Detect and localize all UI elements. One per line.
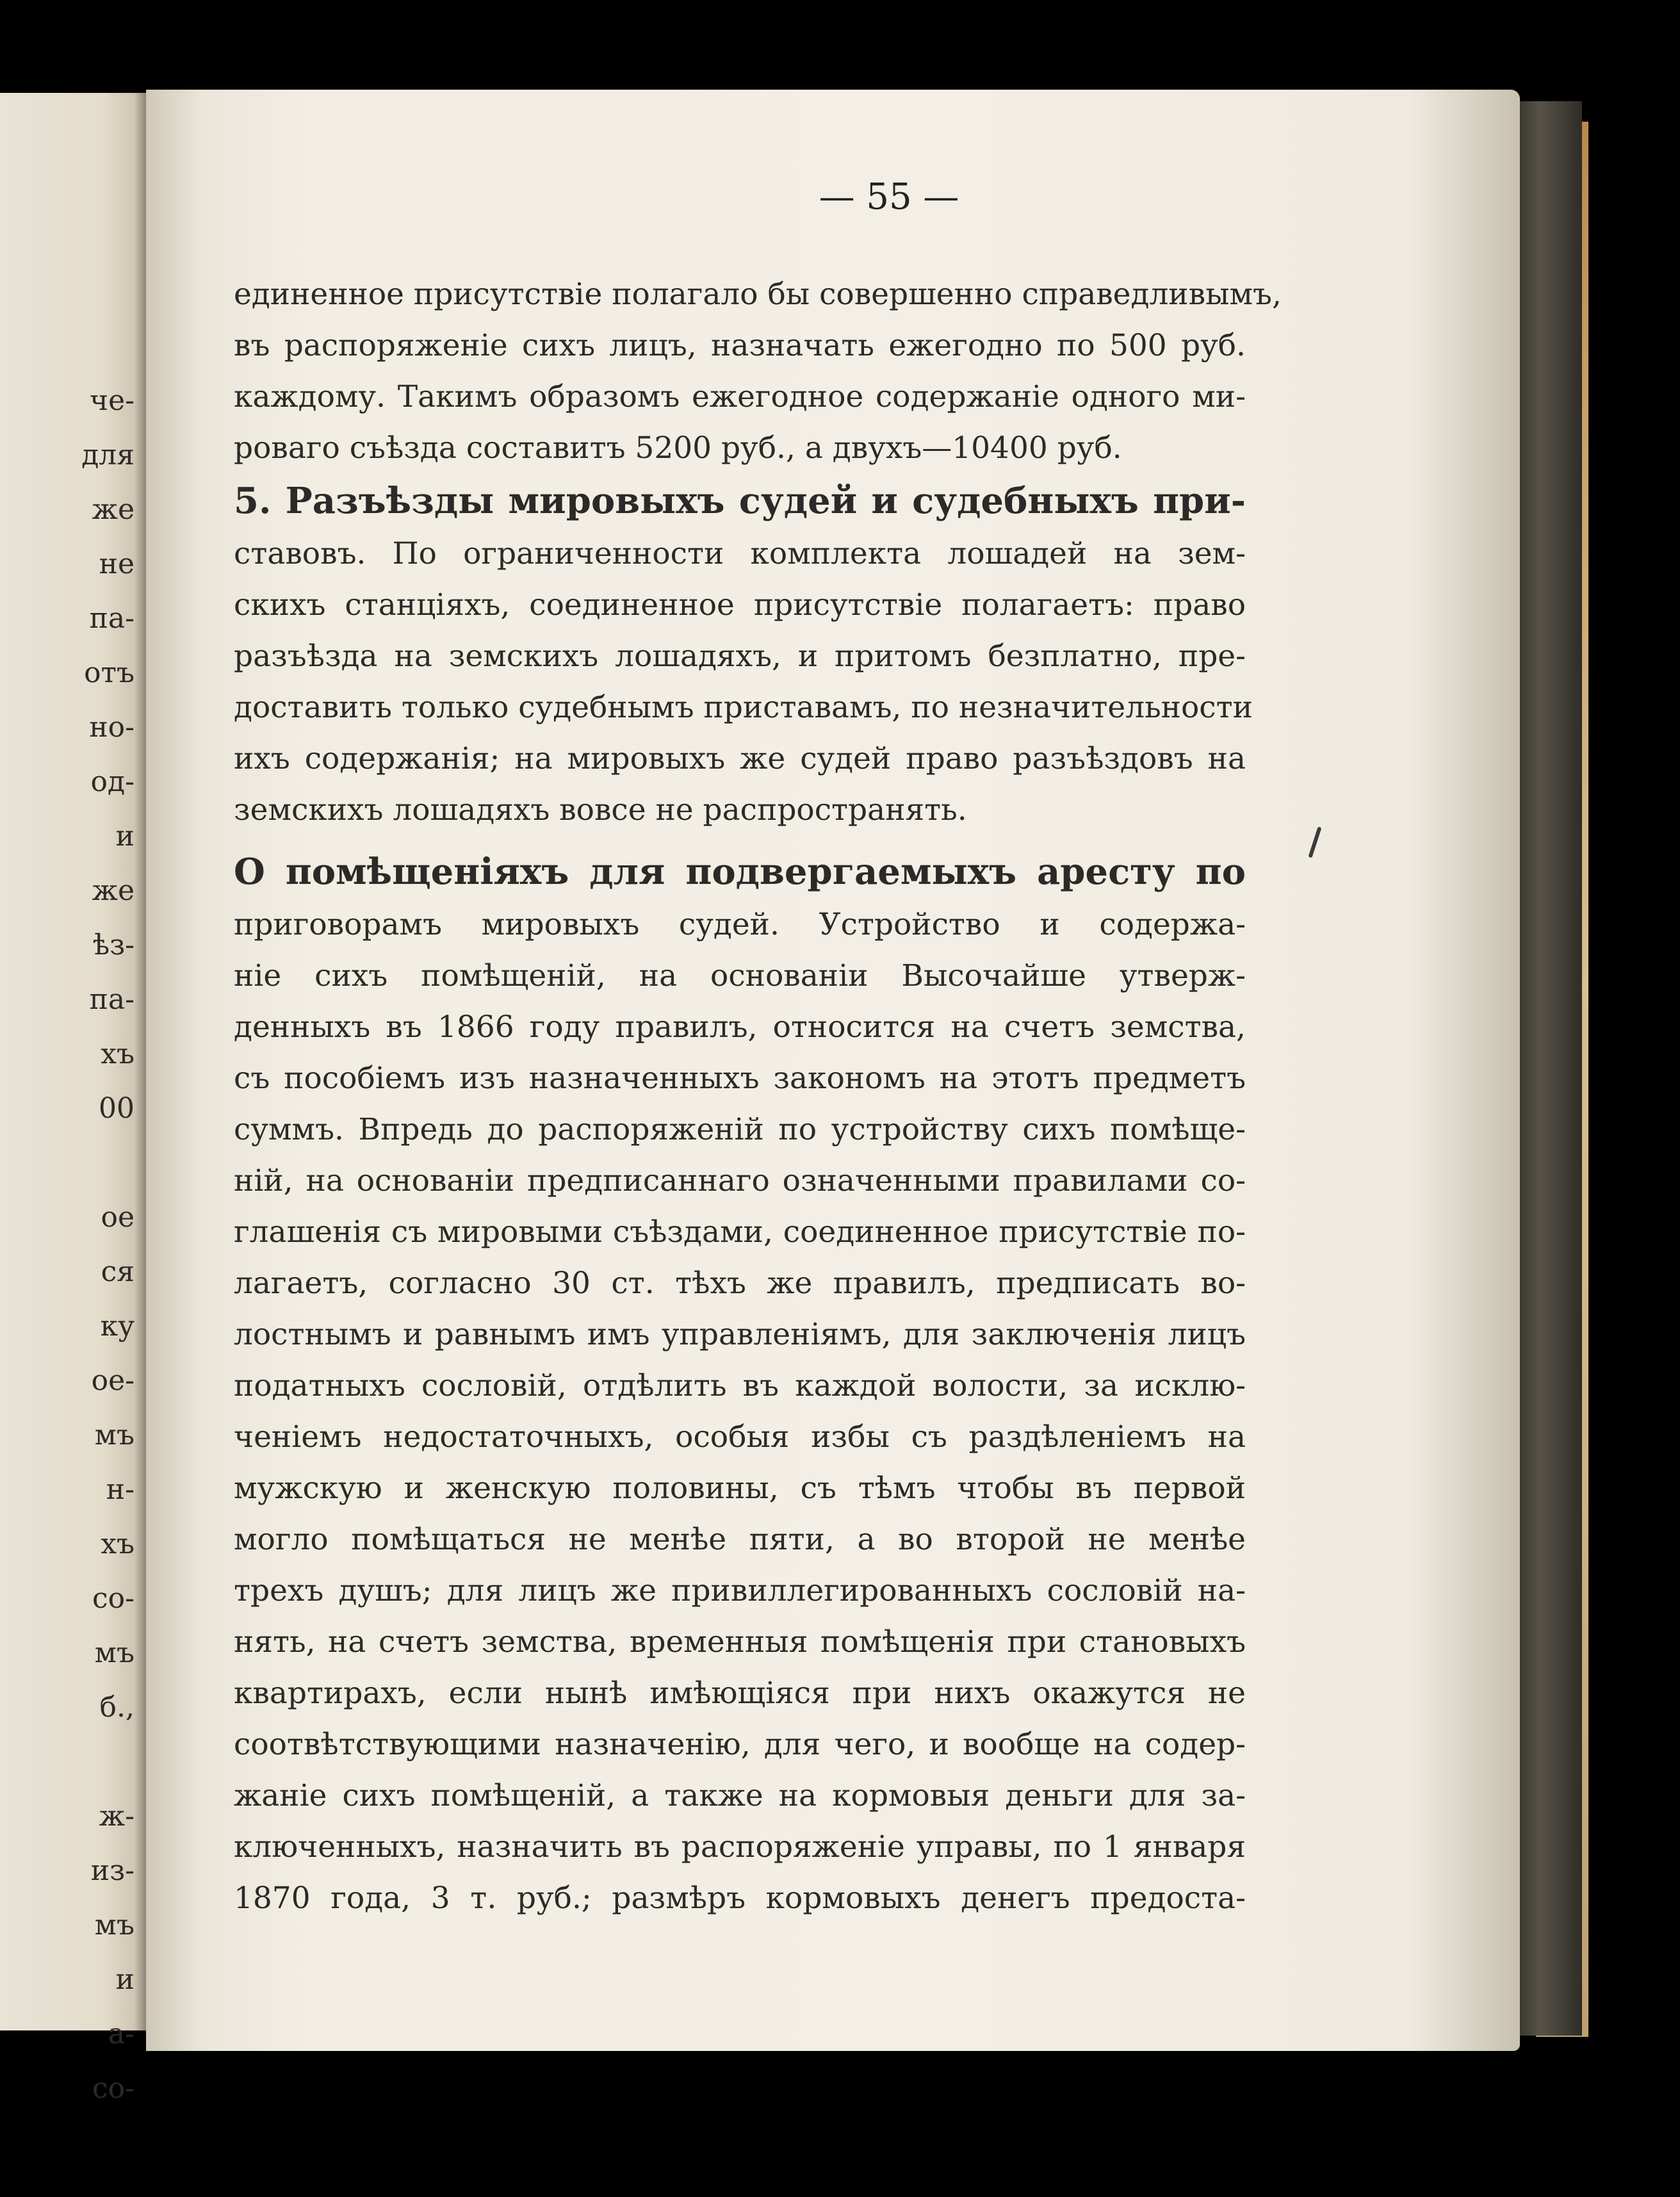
text-line: земскихъ лошадяхъ вовсе не распространять. [234,792,967,828]
left-fragment: ся [101,1255,135,1288]
text-line: квартирахъ, если нынѣ имѣющіяся при нихъ окажутся не [234,1676,1246,1711]
left-fragment: б., [99,1691,135,1724]
text-line: скихъ станціяхъ, соединенное присутствіе полагаетъ: право [234,587,1246,623]
left-fragment: для [81,439,135,471]
pencil-mark [1308,826,1321,858]
text-line: разъѣзда на земскихъ лошадяхъ, и притомъ безплатно, пре- [234,639,1246,674]
left-fragment: ж- [99,1800,135,1833]
text-line: ихъ содержанія; на мировыхъ же судей право разъѣздовъ на [234,741,1246,776]
left-fragment: же [92,874,135,907]
text-line: лагаетъ, согласно 30 ст. тѣхъ же правилъ, предписать во- [234,1266,1246,1301]
text-line: глашенія съ мировыми съѣздами, соединенное присутствіе по- [234,1214,1246,1250]
text-line: съ пособіемъ изъ назначенныхъ закономъ на этотъ предметъ [234,1061,1246,1096]
text-line: суммъ. Впредь до распоряженій по устройству сихъ помѣще- [234,1112,1246,1147]
text-line: роваго съѣзда составитъ 5200 руб., а двухъ—10400 руб. [234,430,1122,466]
text-line: приговорамъ мировыхъ судей. Устройство и содержа- [234,907,1246,942]
left-fragment: со- [92,2072,135,2105]
left-fragment: хъ [101,1528,135,1560]
text-line: соотвѣтствующими назначенію, для чего, и вообще на содер- [234,1727,1246,1762]
page-body-text [234,269,1282,1924]
book-cover-edge [1512,101,1582,2036]
left-fragment: хъ [101,1038,135,1070]
text-line: ніе сихъ помѣщеній, на основаніи Высочайше утверж- [234,958,1246,993]
left-fragment: ое- [91,1364,135,1397]
left-fragment: ое [101,1201,135,1234]
text-line: податныхъ сословій, отдѣлить въ каждой волости, за исклю- [234,1368,1246,1403]
text-line: ній, на основаніи предписаннаго означенными правилами со- [234,1163,1246,1198]
left-fragment: мъ [94,1419,135,1451]
left-fragment: и [115,820,135,853]
text-line: нять, на счетъ земства, временныя помѣщенія при становыхъ [234,1624,1246,1660]
left-fragment: мъ [94,1909,135,1941]
left-fragment: мъ [94,1637,135,1669]
left-page [0,93,146,2105]
left-fragment: ку [100,1310,135,1343]
left-fragment: не [99,548,135,580]
text-line: лостнымъ и равнымъ имъ управленіямъ, для заключенія лицъ [234,1317,1246,1352]
left-fragment: отъ [84,657,135,689]
section-heading-line: 5. Разъѣзды мировыхъ судей и судебныхъ при- [234,480,1246,522]
left-fragment: па- [89,602,135,635]
text-line: 1870 года, 3 т. руб.; размѣръ кормовыхъ денегъ предоста- [234,1881,1246,1916]
text-line: каждому. Такимъ образомъ ежегодное содержаніе одного ми- [234,379,1246,414]
text-line: доставить только судебнымъ приставамъ, по незначительности [234,690,1253,725]
text-line: трехъ душъ; для лицъ же привиллегированныхъ сословій на- [234,1573,1246,1608]
left-fragment: од- [90,765,135,798]
left-fragment: ѣз- [92,929,135,961]
left-fragment: н- [106,1473,135,1506]
text-line: въ распоряженіе сихъ лицъ, назначать ежегодно по 500 руб. [234,328,1246,363]
text-line: могло помѣщаться не менѣе пяти, а во второй не менѣе [234,1522,1246,1557]
page-number: — 55 — [819,176,959,218]
left-fragment: со- [92,1582,135,1615]
text-line: ставовъ. По ограниченности комплекта лошадей на зем- [234,536,1246,571]
text-line: мужскую и женскую половины, съ тѣмъ чтобы въ первой [234,1471,1246,1506]
left-fragment: а- [108,2018,135,2050]
left-fragment: 00 [99,1092,135,1125]
text-line: денныхъ въ 1866 году правилъ, относится на счетъ земства, [234,1009,1246,1045]
left-fragment: но- [89,711,135,744]
left-page-text-fragments [0,373,135,2116]
section-heading-line: О помѣщеніяхъ для подвергаемыхъ аресту по [234,851,1246,893]
text-line: жаніе сихъ помѣщеній, а также на кормовыя деньги для за- [234,1778,1246,1813]
text-line: единенное присутствіе полагало бы совершенно справедливымъ, [234,277,1282,312]
text-line: ключенныхъ, назначить въ распоряженіе управы, по 1 января [234,1829,1246,1865]
right-page [146,90,1520,2051]
left-fragment: и [115,1963,135,1996]
left-fragment [0,1136,135,1190]
left-fragment: че- [90,384,135,417]
left-fragment: же [92,493,135,526]
text-line: ченіемъ недостаточныхъ, особыя избы съ раздѣленіемъ на [234,1419,1246,1455]
left-fragment: из- [90,1854,135,1887]
left-fragment [0,1735,135,1789]
left-fragment: па- [89,983,135,1016]
